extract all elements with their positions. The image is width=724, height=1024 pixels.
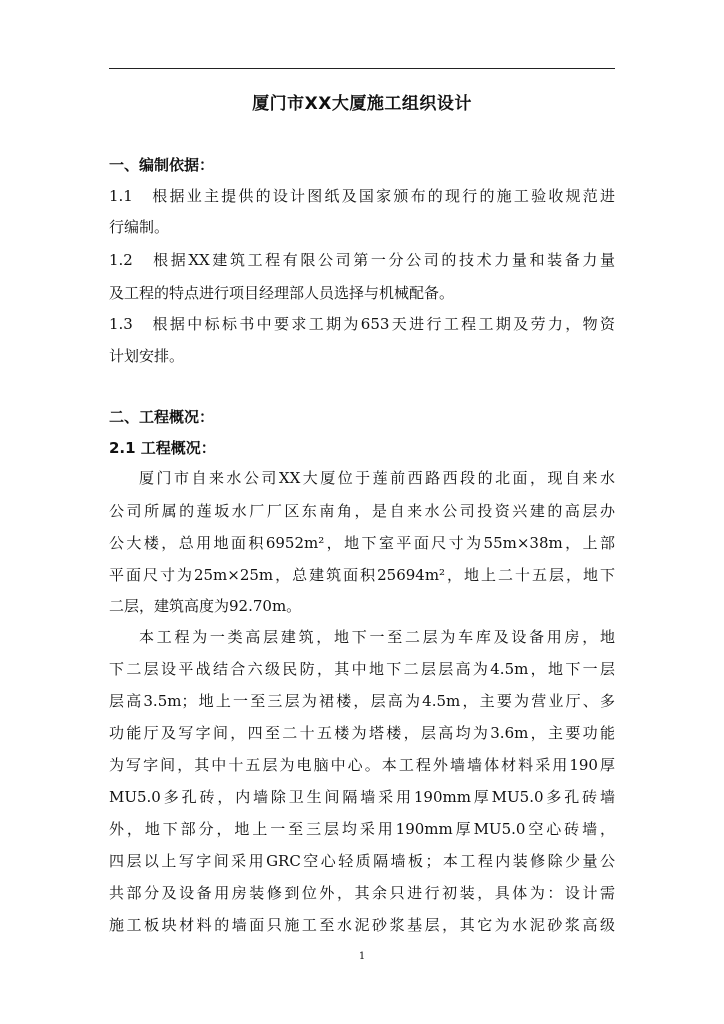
body-line: 计划安排。 <box>109 347 185 365</box>
page-number: 1 <box>358 951 366 962</box>
paragraph-line: 公司所属的莲坂水厂厂区东南角，是自来水公司投资兴建的高层办 <box>109 502 615 520</box>
section-heading-basis: 一、编制依据： <box>109 156 215 174</box>
paragraph-line: 二层，建筑高度为92.70m。 <box>109 597 302 615</box>
body-line: 行编制。 <box>109 218 170 236</box>
paragraph-line: 厦门市自来水公司XX大厦位于莲前西路西段的北面，现自来水 <box>139 469 615 487</box>
paragraph-line: 公大楼，总用地面积6952m²，地下室平面尺寸为55m×38m，上部 <box>109 534 615 552</box>
document-title: 厦门市XX大厦施工组织设计 <box>252 94 472 114</box>
paragraph-line: 层高3.5m；地上一至三层为裙楼，层高为4.5m，主要为营业厅、多 <box>109 692 615 710</box>
body-line: 1.1 根据业主提供的设计图纸及国家颁布的现行的施工验收规范进 <box>109 187 615 205</box>
paragraph-line: 共部分及设备用房装修到位外，其余只进行初装，具体为：设计需 <box>109 884 615 902</box>
paragraph-line: 为写字间，其中十五层为电脑中心。本工程外墙墙体材料采用190厚 <box>109 756 615 774</box>
body-line: 及工程的特点进行项目经理部人员选择与机械配备。 <box>109 284 455 302</box>
paragraph-line: 四层以上写字间采用GRC空心轻质隔墙板；本工程内装修除少量公 <box>109 852 615 870</box>
subsection-heading: 2.1 工程概况： <box>109 439 216 457</box>
paragraph-line: 平面尺寸为25m×25m，总建筑面积25694m²，地上二十五层，地下 <box>109 566 615 584</box>
section-heading-overview: 二、工程概况： <box>109 408 215 426</box>
paragraph-line: 外，地下部分，地上一至三层均采用190mm厚MU5.0空心砖墙， <box>109 820 615 838</box>
paragraph-line: 功能厅及写字间，四至二十五楼为塔楼，层高均为3.6m，主要功能 <box>109 724 615 742</box>
paragraph-line: 下二层设平战结合六级民防，其中地下二层层高为4.5m，地下一层 <box>109 660 615 678</box>
paragraph-line: MU5.0多孔砖，内墙除卫生间隔墙采用190mm厚MU5.0多孔砖墙 <box>109 788 615 806</box>
paragraph-line: 本工程为一类高层建筑，地下一至二层为车库及设备用房，地 <box>139 628 615 646</box>
header-rule <box>109 68 615 69</box>
paragraph-line: 施工板块材料的墙面只施工至水泥砂浆基层，其它为水泥砂浆高级 <box>109 916 615 934</box>
body-line: 1.3 根据中标标书中要求工期为653天进行工程工期及劳力，物资 <box>109 315 615 333</box>
body-line: 1.2 根据XX建筑工程有限公司第一分公司的技术力量和装备力量 <box>109 251 615 269</box>
